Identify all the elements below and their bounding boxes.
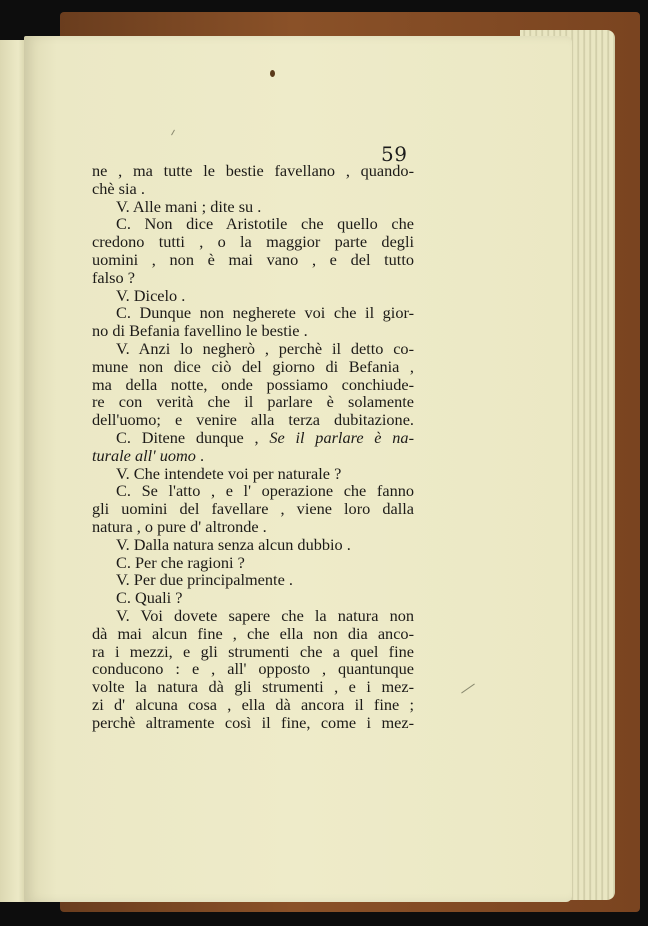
line-text: ma della notte, onde possiamo conchiude- bbox=[92, 374, 414, 394]
line-text: no di Befania favellino le bestie . bbox=[92, 321, 308, 341]
line-text: V. Dalla natura senza alcun dubbio . bbox=[116, 534, 351, 554]
text-line bbox=[92, 376, 414, 394]
text-line bbox=[92, 322, 414, 340]
text-line bbox=[92, 696, 414, 714]
text-line bbox=[92, 215, 414, 233]
text-line bbox=[92, 411, 414, 429]
text-line bbox=[92, 660, 414, 678]
line-text: C. Quali ? bbox=[116, 588, 183, 608]
italic-text: turale all' uomo bbox=[92, 445, 196, 465]
line-text: V. Che intendete voi per naturale ? bbox=[116, 463, 342, 483]
line-text: credono tutti , o la maggior parte degli bbox=[92, 232, 414, 252]
line-text: V. Anzi lo negherò , perchè il detto co- bbox=[116, 338, 414, 358]
text-line bbox=[92, 198, 414, 216]
line-text: gli uomini del favellare , viene loro dalla bbox=[92, 499, 414, 519]
line-text: chè sia . bbox=[92, 178, 145, 198]
line-text: C. Dunque non negherete voi che il gior- bbox=[116, 303, 414, 323]
line-text: C. Per che ragioni ? bbox=[116, 552, 245, 572]
left-page-edge bbox=[0, 40, 26, 902]
line-text: natura , o pure d' altronde . bbox=[92, 516, 267, 536]
page-text bbox=[92, 162, 414, 732]
text-line bbox=[92, 447, 414, 465]
line-text: C. Se l'atto , e l' operazione che fanno bbox=[116, 481, 414, 501]
text-line bbox=[92, 393, 414, 411]
line-text: re con verità che il parlare è solamente bbox=[92, 392, 414, 412]
text-line bbox=[92, 162, 414, 180]
text-line bbox=[92, 643, 414, 661]
text-line bbox=[92, 287, 414, 305]
line-text: zi d' alcuna cosa , ella dà ancora il fine ; bbox=[92, 694, 414, 714]
line-text: uomini , non è mai vano , e del tutto bbox=[92, 249, 414, 269]
text-line bbox=[92, 589, 414, 607]
line-text: V. Dicelo . bbox=[116, 285, 186, 305]
text-line bbox=[92, 358, 414, 376]
line-text: falso ? bbox=[92, 267, 135, 287]
line-text: C. Ditene dunque , bbox=[116, 427, 259, 447]
text-line bbox=[92, 233, 414, 251]
text-line bbox=[92, 625, 414, 643]
line-text: V. Per due principalmente . bbox=[116, 570, 293, 590]
text-line bbox=[92, 429, 414, 447]
text-line bbox=[92, 714, 414, 732]
line-text: perchè altramente così il fine, come i mez- bbox=[92, 712, 414, 732]
text-line bbox=[92, 554, 414, 572]
line-text: C. Non dice Aristotile che quello che bbox=[116, 214, 414, 234]
text-line bbox=[92, 518, 414, 536]
text-line bbox=[92, 607, 414, 625]
line-text: mune non dice ciò del giorno di Befania , bbox=[92, 356, 414, 376]
line-text-tail: . bbox=[195, 445, 205, 465]
text-line bbox=[92, 180, 414, 198]
text-line bbox=[92, 536, 414, 554]
text-line bbox=[92, 304, 414, 322]
text-line bbox=[92, 465, 414, 483]
text-line bbox=[92, 482, 414, 500]
line-text: ra i mezzi, e gli strumenti che a quel fine bbox=[92, 641, 414, 661]
line-text: V. Voi dovete sapere che la natura non bbox=[116, 605, 414, 625]
text-line bbox=[92, 500, 414, 518]
text-line bbox=[92, 269, 414, 287]
italic-text: Se il parlare è na- bbox=[269, 427, 414, 447]
text-line bbox=[92, 571, 414, 589]
line-text: dell'uomo; e venire alla terza dubitazione. bbox=[92, 410, 414, 430]
page-number: 59 bbox=[381, 142, 408, 166]
line-text: V. Alle mani ; dite su . bbox=[116, 196, 262, 216]
text-line bbox=[92, 251, 414, 269]
line-text: conducono : e , all' opposto , quantunque bbox=[92, 659, 414, 679]
line-text: dà mai alcun fine , che ella non dia anco- bbox=[92, 623, 414, 643]
text-line bbox=[92, 340, 414, 358]
ink-spot bbox=[270, 70, 275, 77]
text-line bbox=[92, 678, 414, 696]
line-text: ne , ma tutte le bestie favellano , quando- bbox=[92, 161, 414, 180]
line-text: volte la natura dà gli strumenti , e i mez- bbox=[92, 677, 414, 697]
